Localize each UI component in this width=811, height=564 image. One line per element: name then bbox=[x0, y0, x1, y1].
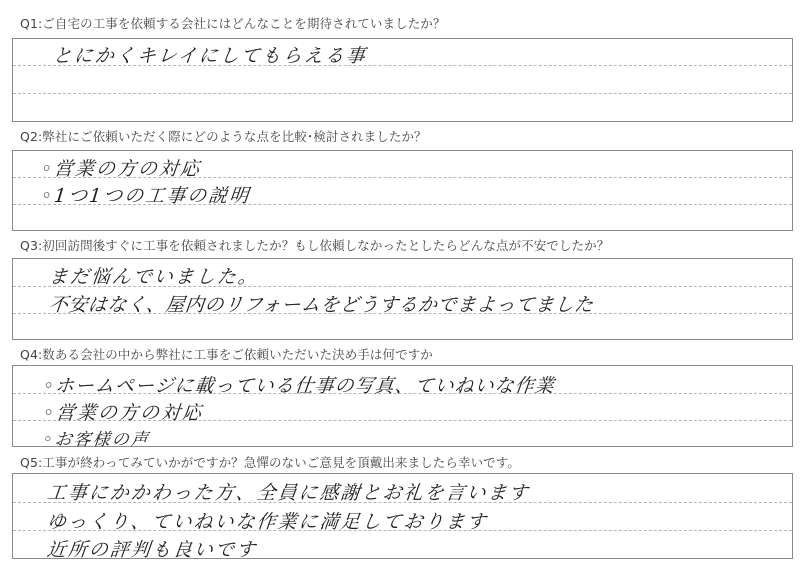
answer-2-line-1: ◦営業の方の対応 bbox=[39, 158, 203, 180]
answer-4-line-3: ◦お客様の声 bbox=[41, 430, 151, 450]
answer-5-line-2: ゆっくり、ていねいな作業に満足しております bbox=[45, 511, 489, 533]
question-5-label: Q5:工事が終わってみていかがですか？急憚のないご意見を頂戴出来ましたら幸いです。 bbox=[20, 455, 520, 470]
answer-3-line-2: 不安はなく、屋内のリフォームをどうするかでまよってました bbox=[47, 294, 595, 316]
question-1-label: Q1:ご自宅の工事を依頼する会社にはどんなことを期待されていましたか？ bbox=[20, 16, 446, 31]
answer-box-4 bbox=[12, 365, 793, 450]
ruled-line bbox=[13, 93, 792, 94]
question-4-label: Q4:数ある会社の中から弊社に工事をご依頼いただいた決め手は何ですか bbox=[20, 347, 433, 362]
answer-1-line-1: とにかくキレイにしてもらえる事 bbox=[51, 45, 368, 67]
answer-2-line-2: ◦1つ1つの工事の説明 bbox=[39, 185, 252, 207]
answer-box-1 bbox=[12, 38, 793, 122]
answer-5-line-1: 工事にかかわった方、全員に感謝とお礼を言います bbox=[45, 482, 531, 504]
question-2-label: Q2:弊社にご依頼いただく際にどのような点を比較･検討されましたか？ bbox=[20, 129, 427, 144]
answer-box-2 bbox=[12, 150, 793, 231]
answer-3-line-1: まだ悩んでいました。 bbox=[47, 266, 261, 288]
answer-box-3 bbox=[12, 258, 793, 340]
question-3-label: Q3:初回訪問後すぐに工事を依頼されましたか？もし依頼しなかったとしたらどんな点が不安でしたか？ bbox=[20, 238, 610, 253]
answer-4-line-1: ◦ホームページに載っている仕事の写真、ていねいな作業 bbox=[41, 375, 556, 397]
answer-5-line-3: 近所の評判も良いです bbox=[45, 539, 259, 561]
answer-4-line-2: ◦営業の方の対応 bbox=[41, 402, 205, 424]
answer-box-5 bbox=[12, 473, 793, 559]
